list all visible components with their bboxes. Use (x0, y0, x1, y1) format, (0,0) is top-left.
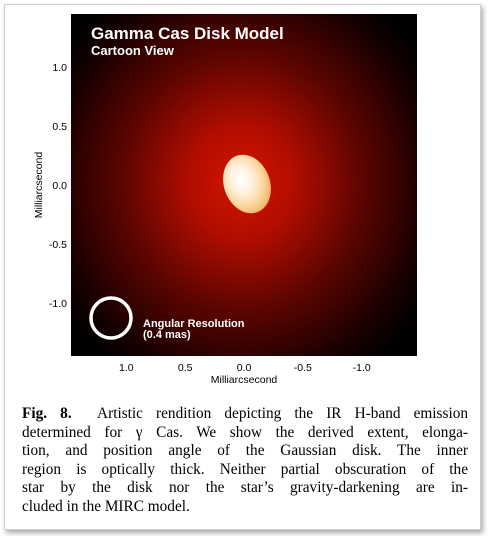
y-tick-label: -0.5 (48, 239, 67, 251)
x-tick-label: 0.0 (236, 362, 252, 374)
resolution-label-line1: Angular Resolution (143, 318, 245, 330)
x-tick-label: -1.0 (352, 362, 371, 374)
y-tick-label: 0.0 (52, 180, 67, 192)
x-axis-ticks (119, 362, 371, 374)
y-tick-label: 0.5 (52, 121, 67, 133)
y-tick-label: 1.0 (52, 62, 67, 75)
figure-title: Gamma Cas Disk Model (91, 24, 284, 43)
figure-caption (22, 405, 468, 517)
caption-line: Fig. 8. Artistic rendition depicting the IR H-band emission (22, 405, 468, 422)
resolution-label-line2: (0.4 mas) (143, 329, 191, 341)
caption-line: cluded in the MIRC model. (22, 497, 190, 515)
x-tick-label: 1.0 (118, 362, 134, 374)
figure-subtitle: Cartoon View (91, 43, 174, 58)
x-axis-title: Milliarcsecond (210, 374, 278, 386)
y-axis-title: Milliarcsecond (33, 151, 45, 219)
x-tick-label: -0.5 (293, 362, 312, 374)
caption-line: determined for γ Cas. We show the derived extent, elonga- (22, 423, 468, 441)
caption-line: star by the disk nor the star’s gravity-darkening are in- (22, 479, 468, 497)
y-axis-ticks (49, 62, 67, 310)
y-tick-label: -1.0 (48, 297, 67, 310)
caption-line: tion, and position angle of the Gaussian disk. The inner (22, 442, 468, 460)
caption-line: region is optically thick. Neither partial obscuration of the (22, 460, 468, 478)
caption-label: Fig. 8. (22, 405, 72, 422)
x-tick-label: 0.5 (177, 362, 193, 374)
